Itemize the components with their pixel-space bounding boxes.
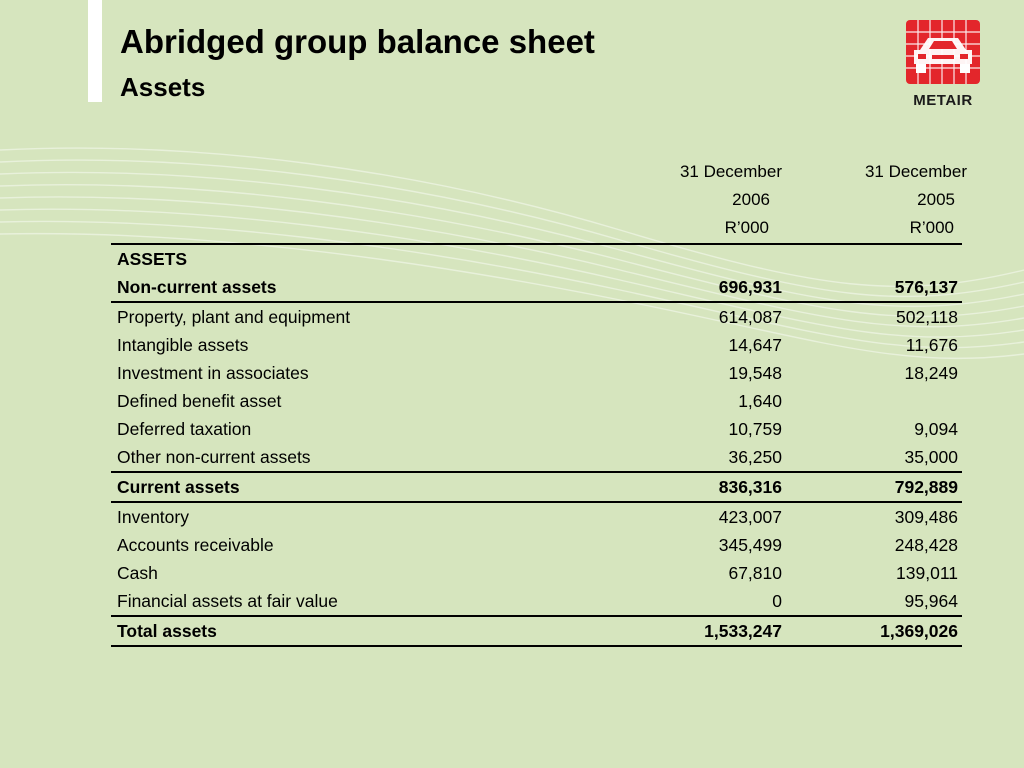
- col-2005-header-line2: 2005: [917, 190, 955, 209]
- row-value-2006: 836,316: [677, 472, 782, 502]
- row-value-2005: 502,118: [896, 307, 958, 327]
- table-row: [111, 587, 962, 616]
- row-value-2005: 139,011: [896, 563, 958, 583]
- col-2005-header-line1: 31 December: [864, 162, 967, 181]
- table-row: [111, 302, 962, 331]
- row-label: Cash: [117, 563, 158, 583]
- row-value-2005: 248,428: [894, 535, 958, 555]
- row-label: Defined benefit asset: [117, 391, 282, 411]
- col-2006-header-line1: 31 December: [679, 162, 782, 181]
- row-label: Accounts receivable: [117, 535, 274, 555]
- page-subtitle: Assets: [120, 72, 206, 102]
- row-label: Investment in associates: [117, 363, 309, 383]
- page-title: Abridged group balance sheet: [120, 23, 595, 60]
- row-value-2006: 36,250: [728, 447, 782, 467]
- table-row: [111, 559, 962, 587]
- table-row-assets-heading: [111, 244, 962, 273]
- row-value-2005: 35,000: [904, 447, 958, 467]
- table-row: [111, 502, 962, 531]
- balance-sheet-table: [111, 243, 962, 647]
- col-2006-header-line3: R’000: [724, 218, 769, 237]
- row-value-2006: 14,647: [728, 335, 782, 355]
- table-row: [111, 415, 962, 443]
- table-row: [111, 443, 962, 472]
- table-row-current-assets: [111, 472, 962, 502]
- row-label: Non-current assets: [111, 273, 677, 302]
- table-row-total-assets: [111, 616, 962, 646]
- row-value-2005: 9,094: [914, 419, 958, 439]
- row-label: Deferred taxation: [117, 419, 252, 439]
- table-row-non-current-assets: [111, 273, 962, 302]
- table-row: [111, 331, 962, 359]
- row-label: Current assets: [111, 472, 677, 502]
- row-label: Intangible assets: [117, 335, 249, 355]
- row-value-2005: 309,486: [894, 507, 958, 527]
- row-value-2005: 576,137: [782, 273, 962, 302]
- row-value-2006: 423,007: [718, 507, 782, 527]
- row-value-2005: [782, 244, 962, 273]
- row-value-2006: 10,759: [728, 419, 782, 439]
- row-value-2006: [677, 244, 782, 273]
- row-value-2005: 18,249: [904, 363, 958, 383]
- row-value-2006: 1,533,247: [677, 616, 782, 646]
- row-value-2005: [782, 387, 962, 415]
- row-value-2005: 792,889: [782, 472, 962, 502]
- col-2006-header-line2: 2006: [732, 190, 770, 209]
- row-value-2006: 696,931: [677, 273, 782, 302]
- row-value-2006: 614,087: [718, 307, 782, 327]
- row-label: Property, plant and equipment: [117, 307, 351, 327]
- row-value-2006: 67,810: [728, 563, 782, 583]
- row-value-2005: 11,676: [905, 335, 958, 355]
- car-grid-logo-icon: [898, 20, 988, 92]
- table-row: [111, 359, 962, 387]
- row-label: Financial assets at fair value: [117, 591, 338, 611]
- row-value-2005: 95,964: [904, 591, 958, 611]
- row-value-2006: 19,548: [728, 363, 782, 383]
- col-2005-header-line3: R’000: [909, 218, 954, 237]
- logo-text: METAIR: [913, 92, 973, 109]
- row-value-2006: 345,499: [718, 535, 782, 555]
- table-row: [111, 387, 962, 415]
- row-label: Inventory: [117, 507, 189, 527]
- title-accent-bar: [88, 0, 102, 102]
- row-label: Other non-current assets: [117, 447, 311, 467]
- row-value-2006: 0: [772, 591, 782, 611]
- table-row: [111, 531, 962, 559]
- metair-logo: [898, 20, 988, 112]
- row-label: Total assets: [111, 616, 677, 646]
- row-value-2006: 1,640: [738, 391, 782, 411]
- row-value-2005: 1,369,026: [782, 616, 962, 646]
- row-label: ASSETS: [111, 244, 677, 273]
